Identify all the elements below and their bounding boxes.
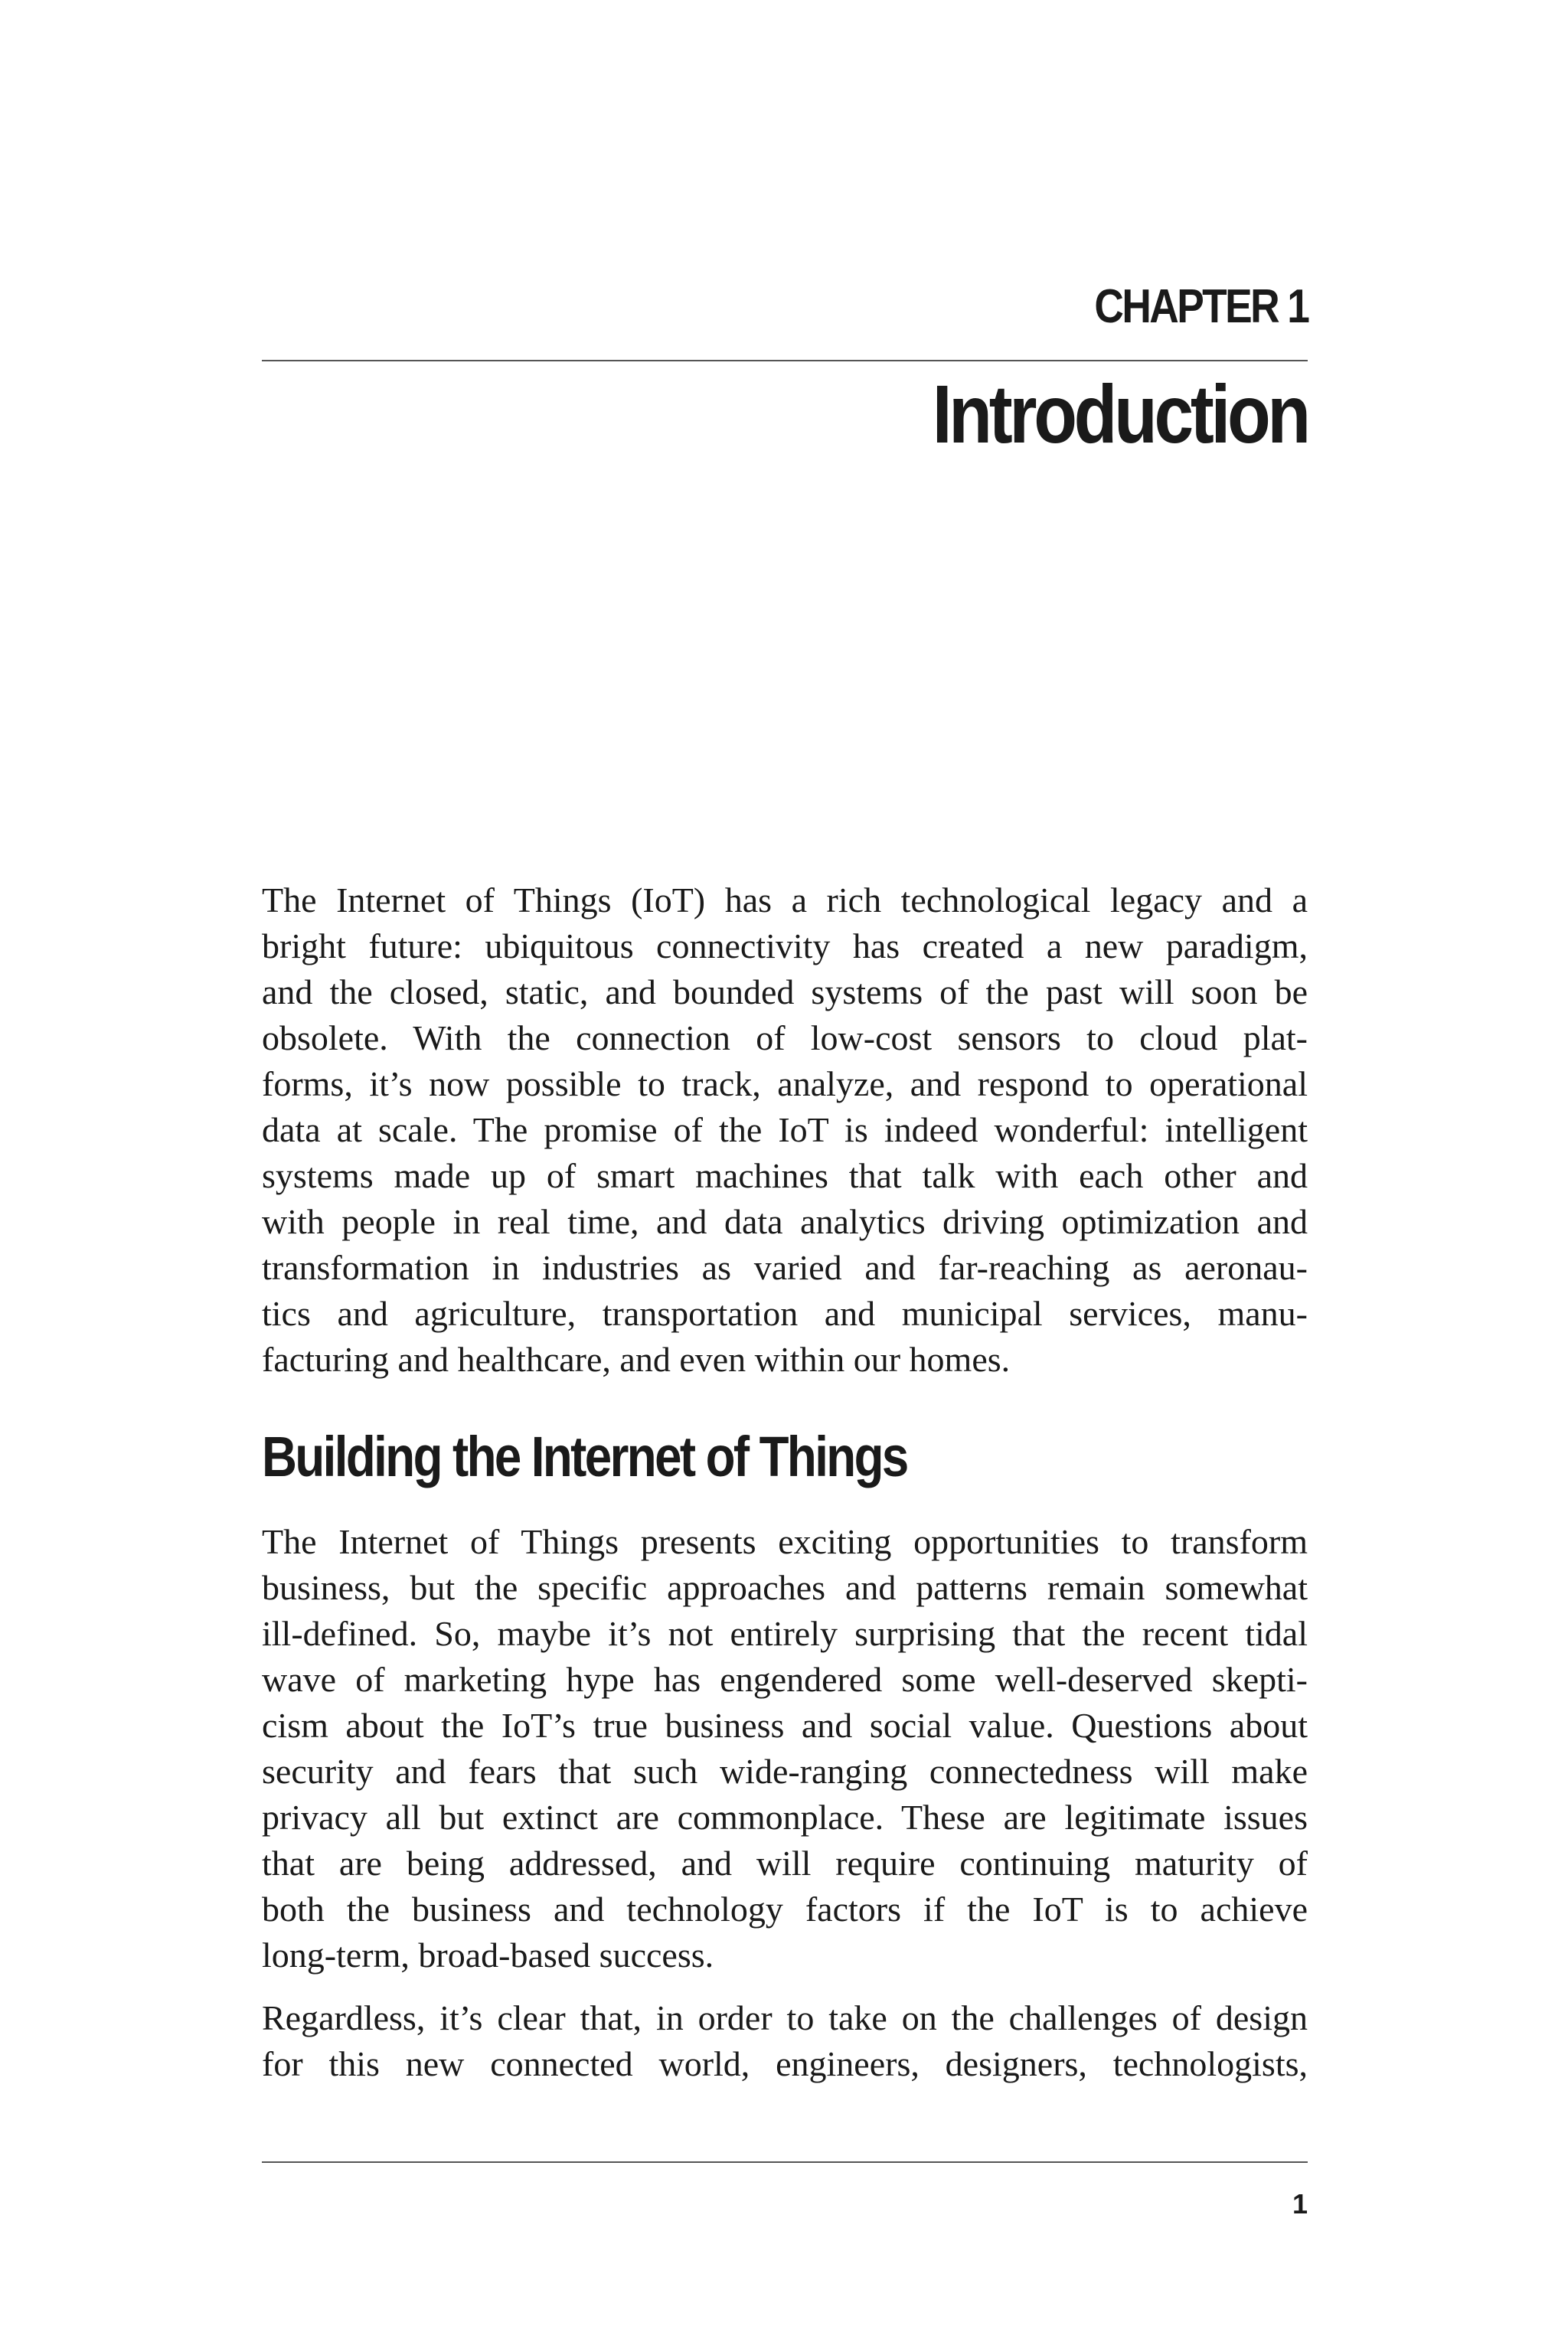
text-line: forms, it’s now possible to track, analyze, and respond to operational — [262, 1064, 1308, 1103]
text-line: obsolete. With the connection of low-cost sensors to cloud plat- — [262, 1018, 1308, 1057]
footer-divider — [262, 2161, 1308, 2163]
text-line: tics and agriculture, transportation and municipal services, manu- — [262, 1294, 1308, 1333]
text-line: Regardless, it’s clear that, in order to take on the challenges of design — [262, 1998, 1308, 2037]
text-line: wave of marketing hype has engendered some well-deserved skepti- — [262, 1660, 1308, 1699]
text-line: cism about the IoT’s true business and social value. Questions about — [262, 1706, 1308, 1745]
text-line: with people in real time, and data analytics driving optimization and — [262, 1202, 1308, 1241]
text-line: privacy all but extinct are commonplace. These are legitimate issues — [262, 1798, 1308, 1837]
text-line: ill-defined. So, maybe it’s not entirely surprising that the recent tidal — [262, 1614, 1308, 1653]
text-line: both the business and technology factors if the IoT is to achieve — [262, 1890, 1308, 1929]
text-line: The Internet of Things presents exciting opportunities to transform — [262, 1522, 1308, 1561]
text-line: that are being addressed, and will require continuing maturity of — [262, 1844, 1308, 1883]
text-line: for this new connected world, engineers, designers, technologists, — [262, 2044, 1308, 2083]
chapter-title: Introduction — [932, 368, 1308, 460]
section-paragraph — [262, 1995, 1308, 2087]
chapter-label: CHAPTER 1 — [1094, 280, 1308, 333]
text-line: data at scale. The promise of the IoT is indeed wonderful: intelligent — [262, 1110, 1308, 1149]
section-heading: Building the Internet of Things — [262, 1425, 907, 1488]
text-line: facturing and healthcare, and even within our homes. — [262, 1340, 1011, 1379]
section-paragraph — [262, 1519, 1308, 1978]
text-line: and the closed, static, and bounded systems of the past will soon be — [262, 972, 1308, 1011]
text-line: transformation in industries as varied and far-reaching as aeronau- — [262, 1248, 1308, 1287]
intro-paragraph — [262, 877, 1308, 1383]
text-line: bright future: ubiquitous connectivity has created a new paradigm, — [262, 926, 1308, 965]
chapter-divider — [262, 360, 1308, 361]
page-number: 1 — [1292, 2188, 1308, 2220]
text-line: security and fears that such wide-ranging connectedness will make — [262, 1752, 1308, 1791]
text-line: The Internet of Things (IoT) has a rich technological legacy and a — [262, 880, 1308, 920]
text-line: business, but the specific approaches and patterns remain somewhat — [262, 1568, 1308, 1607]
text-line: systems made up of smart machines that talk with each other and — [262, 1156, 1308, 1195]
text-line: long-term, broad-based success. — [262, 1936, 714, 1975]
